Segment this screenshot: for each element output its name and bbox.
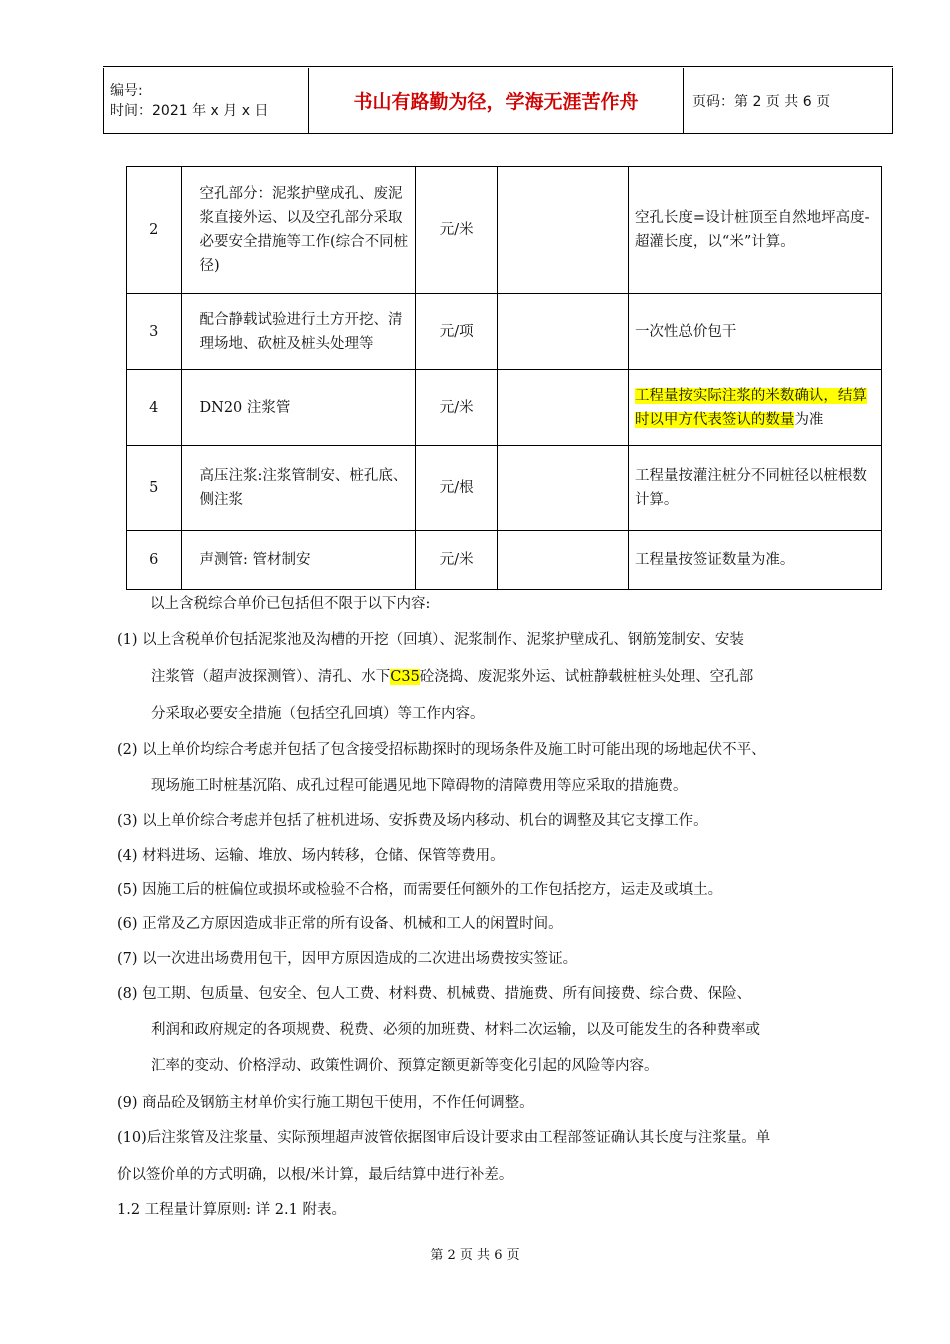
row-unit: 元/项 [416,294,498,370]
table-row [127,446,882,531]
page-header [103,68,893,134]
table-row [127,294,882,370]
clause-1-line-1: (1) 以上含税单价包括泥浆池及沟槽的开挖（回填）、泥浆制作、泥浆护壁成孔、钢筋笼制安、安装 [117,632,744,648]
header-page-label: 页码：第 2 页 共 6 页 [684,68,893,134]
header-top-rule [103,66,893,67]
row-price [498,294,629,370]
clause-1-line-2 [151,665,753,686]
clause-9: (9) 商品砼及钢筋主材单价实行施工期包干使用，不作任何调整。 [117,1095,534,1111]
clause-5: (5) 因施工后的桩偏位或损坏或检验不合格，而需要任何额外的工作包括挖方，运走及或填土。 [117,882,723,898]
table-row [127,167,882,294]
row-note [628,370,881,446]
row-item: 高压注浆:注浆管制安、桩孔底、侧注浆 [181,446,416,531]
header-meta [104,68,309,134]
page-footer: 第 2 页 共 6 页 [430,1248,520,1263]
row-unit: 元/米 [416,370,498,446]
clause-2-line-2: 现场施工时桩基沉陷、成孔过程可能遇见地下障碍物的清障费用等应采取的措施费。 [151,778,688,794]
row-note: 工程量按灌注桩分不同桩径以桩根数计算。 [628,446,881,531]
row-number: 6 [127,531,182,590]
clause-8-line-1: (8) 包工期、包质量、包安全、包人工费、材料费、机械费、措施费、所有间接费、综合费、保险、 [117,986,752,1002]
row-price [498,167,629,294]
row-number: 2 [127,167,182,294]
row-note: 一次性总价包干 [628,294,881,370]
clause-1-line-3: 分采取必要安全措施（包括空孔回填）等工作内容。 [151,706,485,722]
row-item: 空孔部分：泥浆护壁成孔、废泥浆直接外运、以及空孔部分采取必要安全措施等工作(综合不同桩径) [181,167,416,294]
row-number: 4 [127,370,182,446]
row-unit: 元/米 [416,167,498,294]
doc-number-label: 编号: [110,82,143,99]
row-unit: 元/根 [416,446,498,531]
table-row [127,531,882,590]
clause-2-line-1: (2) 以上单价均综合考虑并包括了包含接受招标勘探时的现场条件及施工时可能出现的场地起伏不平、 [117,742,766,758]
clause-8-line-2: 利润和政府规定的各项规费、税费、必须的加班费、材料二次运输，以及可能发生的各种费率或 [151,1022,760,1038]
highlighted-note: 工程量按实际注浆的米数确认，结算时以甲方代表签认的数量 [634,387,867,428]
clause-4: (4) 材料进场、运输、堆放、场内转移，仓储、保管等费用。 [117,848,505,864]
row-item: DN20 注浆管 [181,370,416,446]
row-item: 声测管: 管材制安 [181,531,416,590]
clause-7: (7) 以一次进出场费用包干，因甲方原因造成的二次进出场费按实签证。 [117,951,578,967]
row-number: 3 [127,294,182,370]
header-slogan: 书山有路勤为径，学海无涯苦作舟 [309,68,684,134]
price-table [126,166,882,590]
row-number: 5 [127,446,182,531]
row-unit: 元/米 [416,531,498,590]
doc-time-label: 时间：2021 年 x 月 x 日 [110,102,269,119]
clause-6: (6) 正常及乙方原因造成非正常的所有设备、机械和工人的闲置时间。 [117,916,563,932]
clause-8-line-3: 汇率的变动、价格浮动、政策性调价、预算定额更新等变化引起的风险等内容。 [151,1058,659,1074]
row-price [498,531,629,590]
clause-3: (3) 以上单价综合考虑并包括了桩机进场、安拆费及场内移动、机台的调整及其它支撑工作。 [117,813,708,829]
row-price [498,370,629,446]
clause-1-text: 注浆管（超声波探测管）、清孔、水下 [151,669,391,685]
clause-10-line-1: (10)后注浆管及注浆量、实际预埋超声波管依据图审后设计要求由工程部签证确认其长度与注浆量。单 [117,1130,771,1146]
note-tail: 为准 [794,411,824,428]
clause-10-line-2: 价以签价单的方式明确，以根/米计算，最后结算中进行补差。 [117,1167,514,1183]
section-1-2: 1.2 工程量计算原则: 详 2.1 附表。 [117,1202,346,1218]
row-price [498,446,629,531]
highlighted-grade: C35 [390,669,420,685]
table-row [127,370,882,446]
row-item: 配合静载试验进行土方开挖、清理场地、砍桩及桩头处理等 [181,294,416,370]
row-note: 空孔长度=设计桩顶至自然地坪高度-超灌长度，以“米”计算。 [628,167,881,294]
row-note: 工程量按签证数量为准。 [628,531,881,590]
intro-line: 以上含税综合单价已包括但不限于以下内容: [150,596,431,612]
clause-1-text: 砼浇捣、废泥浆外运、试桩静载桩桩头处理、空孔部 [419,669,754,685]
